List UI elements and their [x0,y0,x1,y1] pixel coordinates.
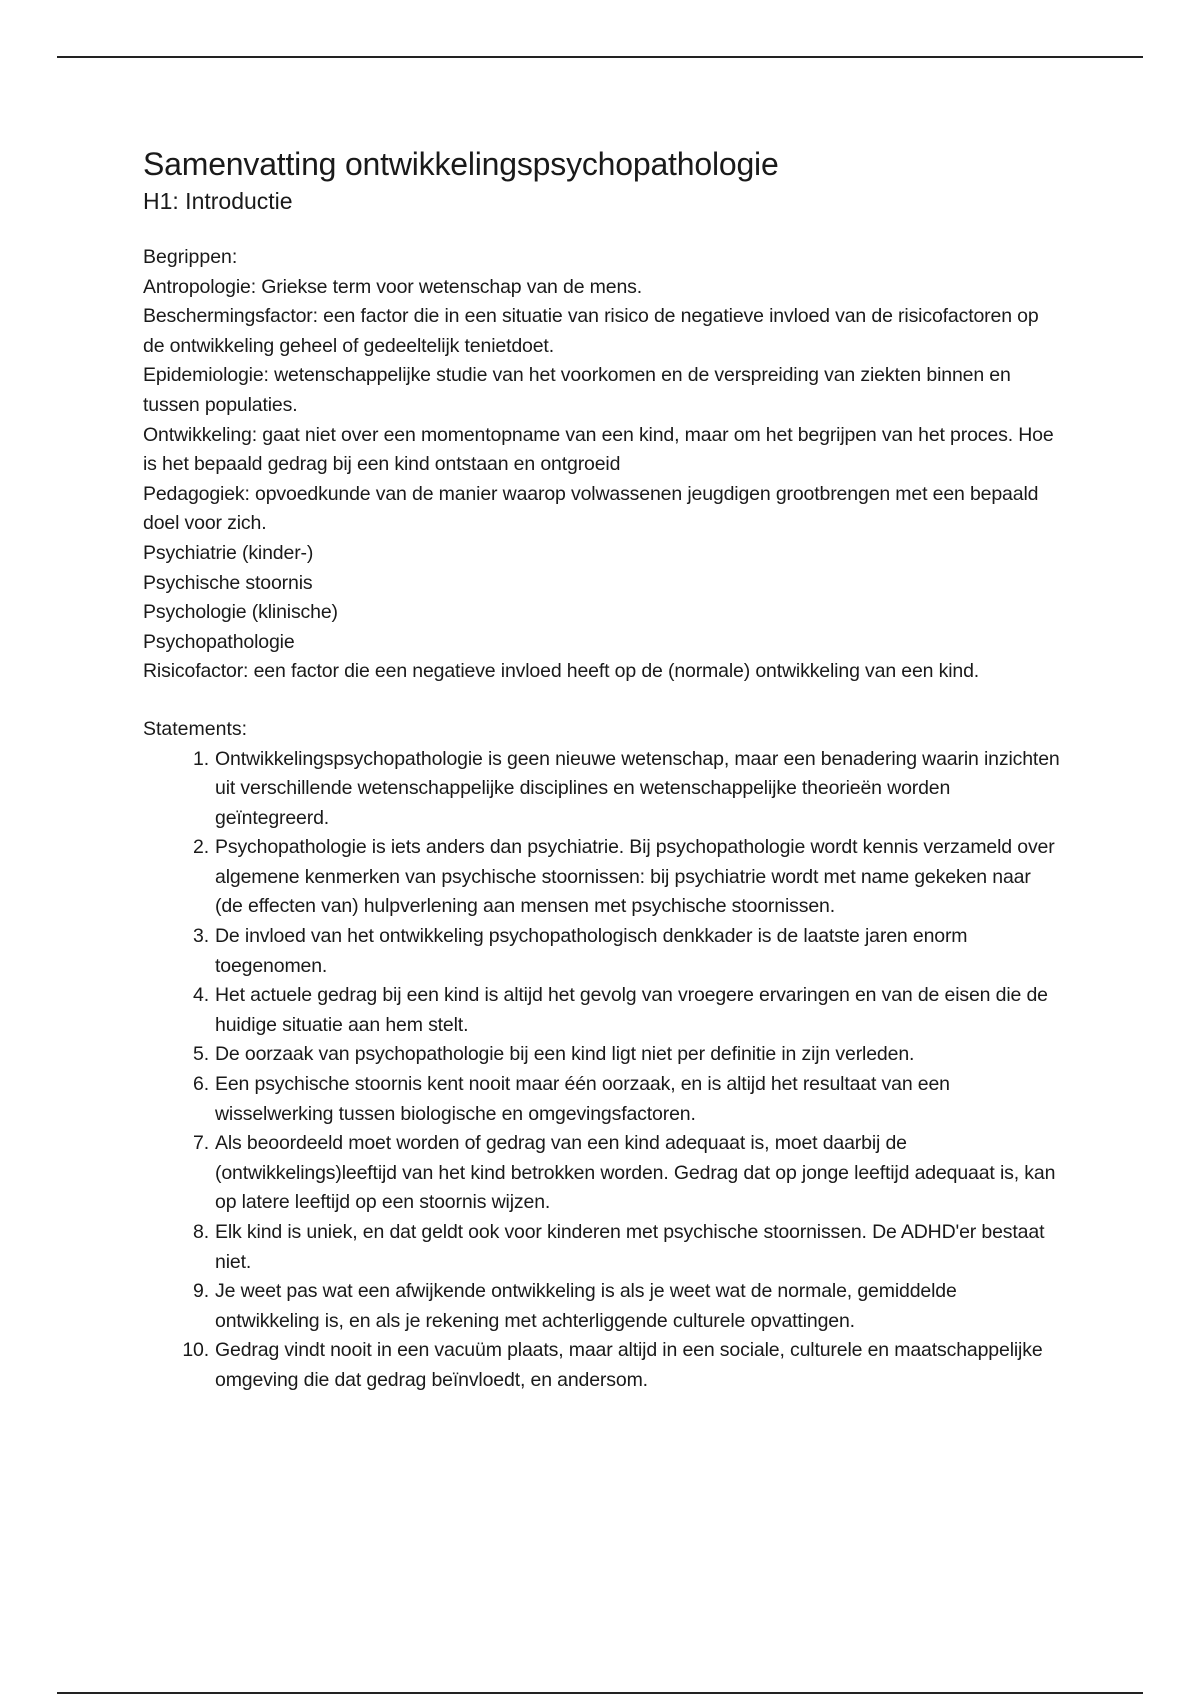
begrippen-list [143,273,1063,687]
begrip-item: Pedagogiek: opvoedkunde van de manier waarop volwassenen jeugdigen grootbrengen met een bepaald doel voor zich. [143,482,1039,535]
begrip-item: Psychiatrie (kinder-) [143,541,314,564]
statement-text: Een psychische stoornis kent nooit maar één oorzaak, en is altijd het resultaat van een wisselwerking tussen biologische en omgevingsfactoren. [215,1073,950,1125]
statement-text: Het actuele gedrag bij een kind is altijd het gevolg van vroegere ervaringen en van de eisen die de huidige situatie aan hem stelt. [215,984,1048,1036]
list-item [143,981,1063,1040]
begrip-item: Antropologie: Griekse term voor wetenschap van de mens. [143,275,643,298]
statement-text: De invloed van het ontwikkeling psychopathologisch denkkader is de laatste jaren enorm toegenomen. [215,925,968,977]
document-body [143,143,1063,1396]
statement-text: De oorzaak van psychopathologie bij een kind ligt niet per definitie in zijn verleden. [215,1043,915,1066]
list-number: 3. [193,925,209,948]
header-rule [57,56,1143,58]
list-number: 4. [193,984,209,1007]
statements-label: Statements: [143,717,248,740]
list-number: 5. [193,1043,209,1066]
footer-rule [57,1692,1143,1694]
statement-text: Psychopathologie is iets anders dan psychiatrie. Bij psychopathologie wordt kennis verzameld over algemene kenmerken van psychische stoornissen: bij psychiatrie wordt met name gekeken naar (de effecten van) hulpverlening aan mensen met psychische stoornissen. [215,836,1055,918]
statement-text: Ontwikkelingspsychopathologie is geen nieuwe wetenschap, maar een benadering waarin inzichten uit verschillende wetenschappelijke disciplines en wetenschappelijke theorieën worden geïntegreerd. [215,747,1060,829]
list-number: 7. [193,1132,209,1155]
begrip-item: Epidemiologie: wetenschappelijke studie van het voorkomen en de verspreiding van ziekten binnen en tussen populaties. [143,364,1011,416]
begrip-item: Ontwikkeling: gaat niet over een momentopname van een kind, maar om het begrijpen van het proces. Hoe is het bepaald gedrag bij een kind ontstaan en ontgroeid [143,423,1054,476]
list-item [143,1070,1063,1129]
list-item [143,833,1063,922]
begrip-item: Beschermingsfactor: een factor die in een situatie van risico de negatieve invloed van de risicofactoren op de ontwikkeling geheel of gedeeltelijk tenietdoet. [143,305,1039,357]
statement-text: Gedrag vindt nooit in een vacuüm plaats, maar altijd in een sociale, culturele en maatschappelijke omgeving die dat gedrag beïnvloedt, en andersom. [215,1339,1043,1391]
chapter-heading: H1: Introductie [143,188,293,214]
list-number: 8. [193,1221,209,1243]
list-item [143,1336,1063,1395]
section-spacer [143,687,1063,715]
list-item [143,745,1063,834]
list-number: 2. [193,836,209,859]
statement-text: Als beoordeeld moet worden of gedrag van een kind adequaat is, moet daarbij de (ontwikkelings)leeftijd van het kind betrokken worden. Gedrag dat op jonge leeftijd adequaat is, kan op latere leeftijd op een stoornis wijzen. [215,1132,1056,1214]
list-item [143,1277,1063,1336]
begrip-item: Risicofactor: een factor die een negatieve invloed heeft op de (normale) ontwikkeling van een kind. [143,660,980,683]
list-item [143,922,1063,981]
statement-text: Elk kind is uniek, en dat geldt ook voor kinderen met psychische stoornissen. De ADHD'er bestaat niet. [215,1221,1045,1273]
begrip-item: Psychische stoornis [143,571,313,594]
document-title: Samenvatting ontwikkelingspsychopathologie [143,146,779,182]
list-item [143,1218,1063,1277]
list-item [143,1129,1063,1218]
list-item [143,1040,1063,1070]
list-number: 6. [193,1073,209,1096]
list-number: 10. [182,1339,209,1362]
begrip-item: Psychopathologie [143,630,295,653]
list-number: 9. [193,1280,209,1303]
list-number: 1. [193,747,209,770]
statement-text: Je weet pas wat een afwijkende ontwikkeling is als je weet wat de normale, gemiddelde ontwikkeling is, en als je rekening met achterliggende culturele opvattingen. [215,1280,957,1332]
statements-list [143,745,1063,1396]
begrippen-label: Begrippen: [143,246,238,268]
begrip-item: Psychologie (klinische) [143,601,338,624]
